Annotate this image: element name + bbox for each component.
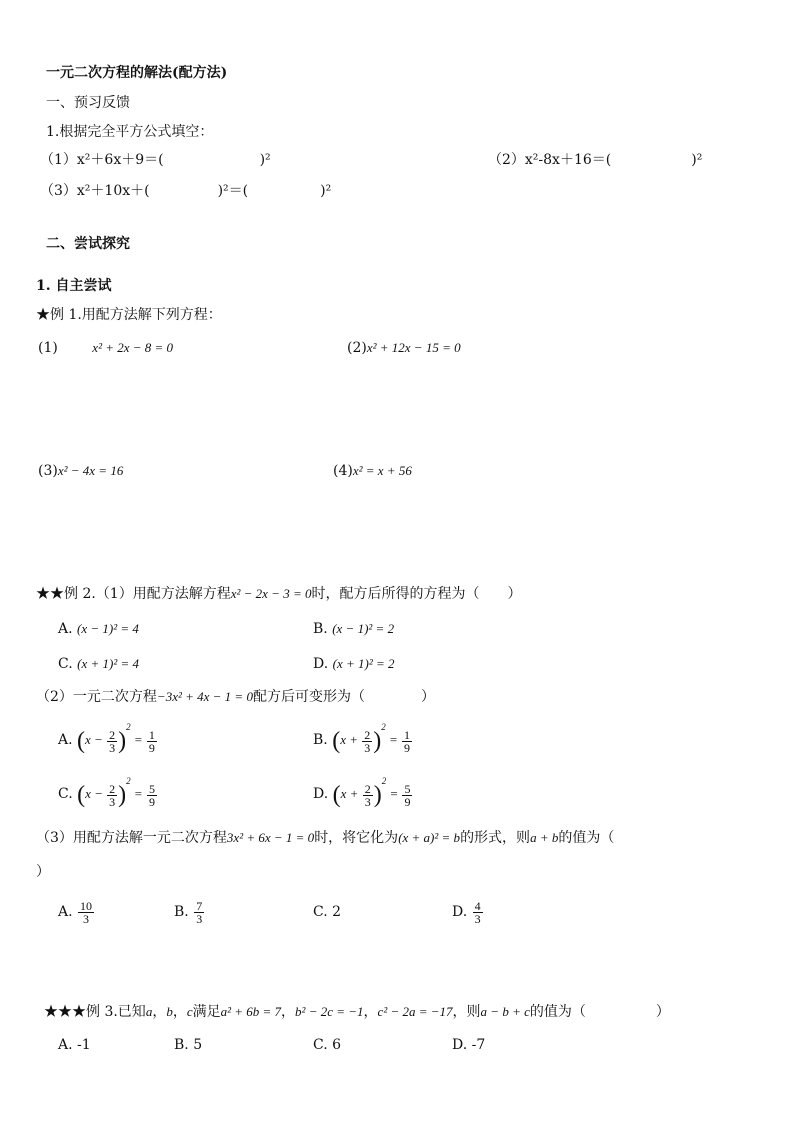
option-b: B. (x + $\frac{2}{3}$ )$^2$ = $\frac{1}{9}$ (313, 720, 413, 761)
option-b: B. (x − 1)² = 2 (313, 621, 395, 637)
subsection-heading: 1. 自主尝试 (36, 278, 112, 294)
section-heading-explore: 二、尝试探究 (46, 236, 130, 252)
option-d: D. $\frac{4}{3}$ (452, 898, 481, 926)
option-d: D. (x + 1)² = 2 (313, 656, 395, 672)
formula: (x − $\frac{2}{3}$ )$^2$ = $\frac{1}{9}$ (77, 722, 155, 755)
example-1-4: (4)x² = x + 56 (333, 463, 412, 479)
option-a: A. (x − $\frac{2}{3}$ )$^2$ = $\frac{1}{9}$ (58, 720, 158, 761)
example-1-3: (3)x² − 4x = 16 (38, 463, 124, 479)
formula: (x − $\frac{2}{3}$ )$^2$ = $\frac{5}{9}$ (77, 776, 155, 809)
option-a: A. $\frac{10}{3}$ (58, 898, 93, 926)
option-b: B. $\frac{7}{3}$ (174, 898, 203, 926)
option-d: D. (x + $\frac{2}{3}$ )$^2$ = $\frac{5}{9}$ (313, 774, 413, 815)
example-2-1-prompt: ★★例 2.（1）用配方法解方程x² − 2x − 3 = 0时，配方后所得的方程为（ ） (36, 586, 522, 602)
page-title: 一元二次方程的解法(配方法) (46, 65, 228, 81)
formula: (x + $\frac{2}{3}$ )$^2$ = $\frac{5}{9}$ (332, 776, 411, 809)
example-1-1: (1) x² + 2x − 8 = 0 (38, 340, 174, 356)
example-3-prompt: ★★★例 3.已知a，b，c满足a² + 6b = 7，b² − 2c = −1，c² − 2a = −17，则a − b + c的值为（ ） (44, 1004, 670, 1020)
example-1-2: (2)x² + 12x − 15 = 0 (347, 340, 461, 356)
option-c: C. 2 (313, 904, 342, 920)
option-c: C. (x + 1)² = 4 (58, 656, 139, 672)
closing-paren: ） (36, 864, 50, 880)
option-d: D. -7 (452, 1037, 486, 1053)
example-2-2-prompt: （2）一元二次方程−3x² + 4x − 1 = 0配方后可变形为（ ） (36, 689, 435, 705)
formula: (x + $\frac{2}{3}$ )$^2$ = $\frac{1}{9}$ (332, 722, 411, 755)
question-1-1: （1）x²＋6x＋9＝( )² (40, 152, 271, 168)
example-1-prompt: ★例 1.用配方法解下列方程： (36, 307, 222, 323)
example-2-3-prompt: （3）用配方法解一元二次方程3x² + 6x − 1 = 0时，将它化为(x + a)² = b的形式，则a + b的值为（ (36, 830, 615, 846)
question-1-3: （3）x²＋10x＋( )²＝( )² (40, 183, 332, 199)
section-heading-preview: 一、预习反馈 (46, 95, 130, 111)
option-b: B. 5 (174, 1037, 203, 1053)
question-1: 1.根据完全平方公式填空： (46, 124, 214, 140)
option-a: A. (x − 1)² = 4 (58, 621, 139, 637)
option-a: A. -1 (58, 1037, 91, 1053)
question-1-2: （2）x²-8x＋16＝( )² (488, 152, 703, 168)
option-c: C. (x − $\frac{2}{3}$ )$^2$ = $\frac{5}{9}$ (58, 774, 158, 815)
option-c: C. 6 (313, 1037, 342, 1053)
